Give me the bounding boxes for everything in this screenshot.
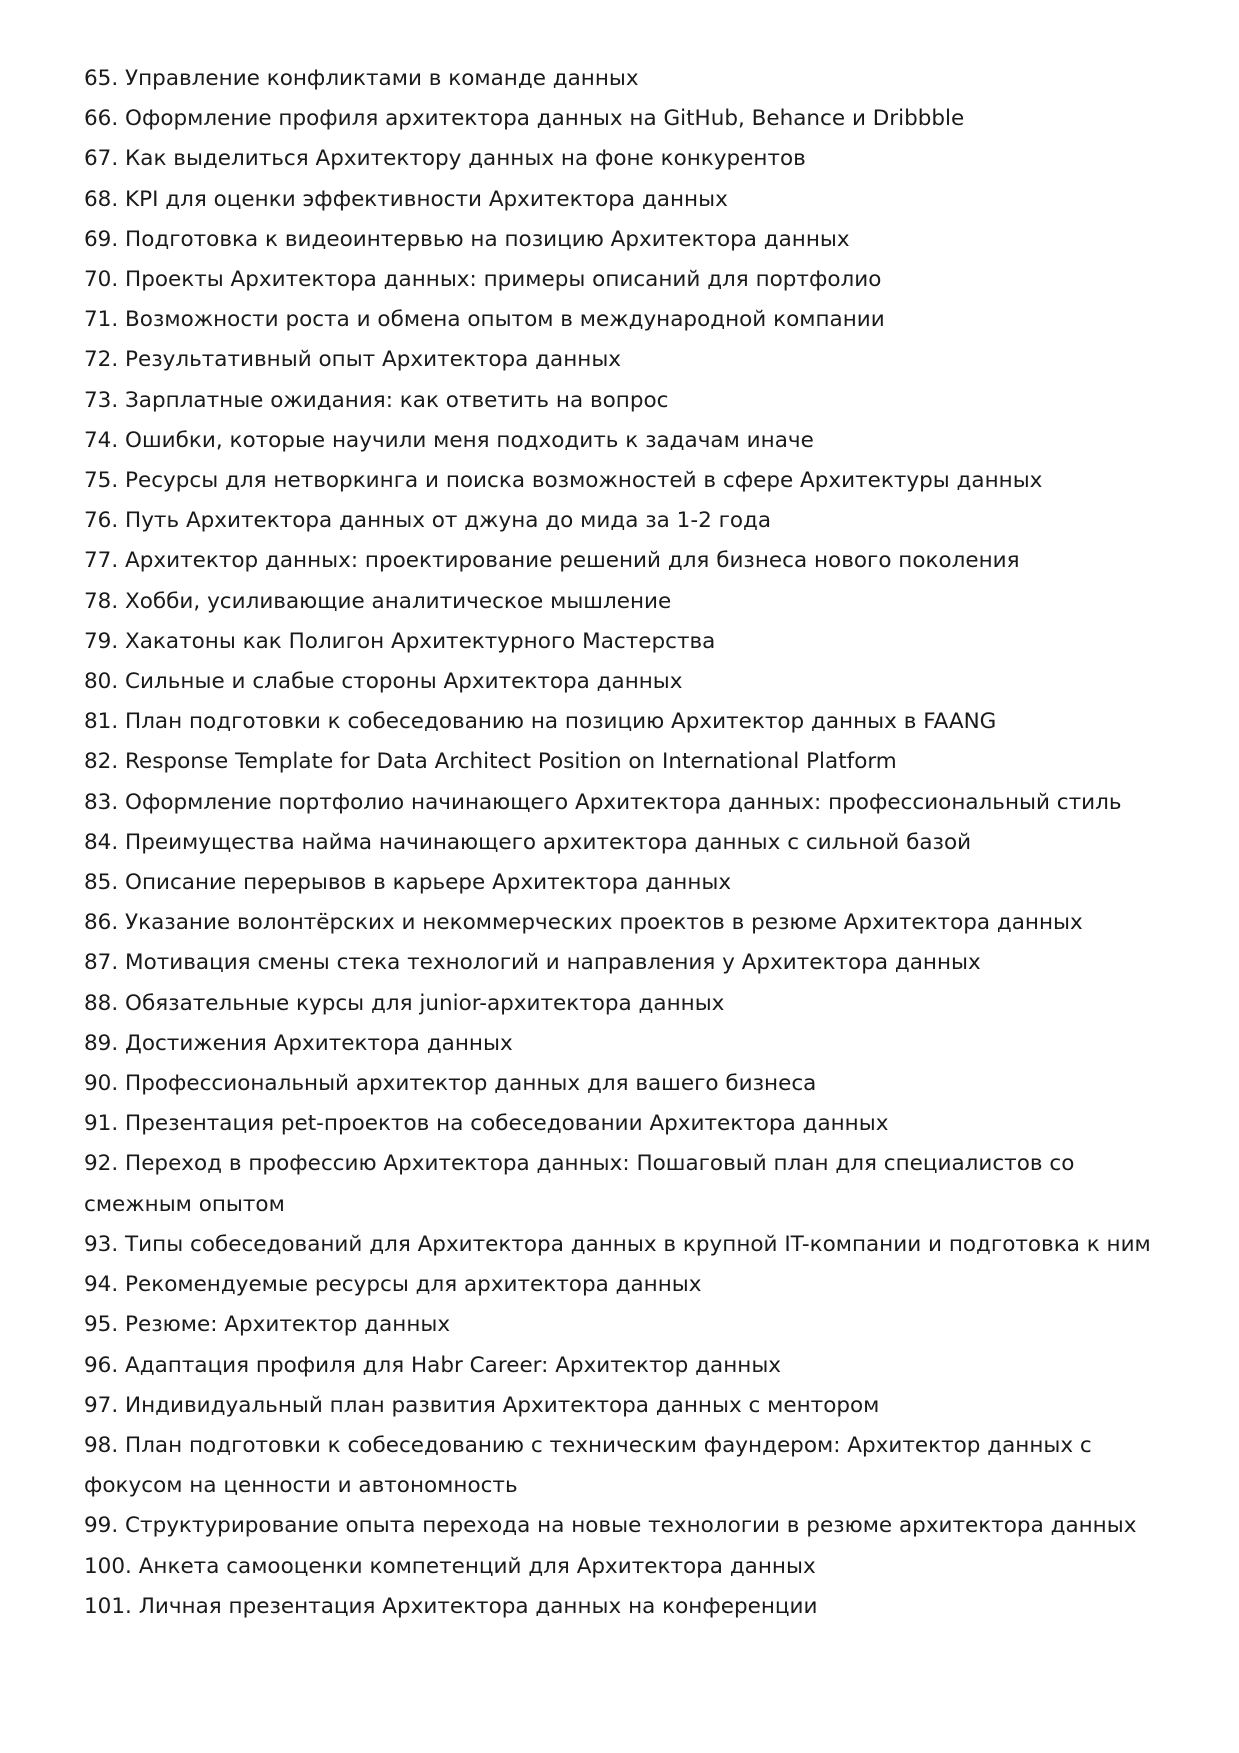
- list-item: 98. План подготовки к собеседованию с техническим фаундером: Архитектор данных с фокусом на ценности и автономность: [84, 1432, 1092, 1499]
- list-item: 80. Сильные и слабые стороны Архитектора данных: [84, 669, 683, 695]
- list-item: 76. Путь Архитектора данных от джуна до мида за 1-2 года: [84, 508, 772, 534]
- list-item: 78. Хобби, усиливающие аналитическое мышление: [84, 588, 672, 614]
- list-item: 100. Анкета самооценки компетенций для Архитектора данных: [84, 1553, 816, 1579]
- list-item: 94. Рекомендуемые ресурсы для архитектора данных: [84, 1272, 702, 1298]
- list-item: 91. Презентация pet-проектов на собеседовании Архитектора данных: [84, 1111, 889, 1137]
- list-item: 69. Подготовка к видеоинтервью на позицию Архитектора данных: [84, 226, 850, 252]
- list-item: 99. Структурирование опыта перехода на новые технологии в резюме архитектора данных: [84, 1513, 1137, 1539]
- list-item: 82. Response Template for Data Architect Position on International Platform: [84, 749, 897, 775]
- list-item: 92. Переход в профессию Архитектора данных: Пошаговый план для специалистов со смежным опытом: [84, 1151, 1075, 1217]
- list-item: 83. Оформление портфолио начинающего Архитектора данных: профессиональный стиль: [84, 789, 1122, 815]
- list-item: 86. Указание волонтёрских и некоммерческих проектов в резюме Архитектора данных: [84, 910, 1083, 936]
- list-item: 75. Ресурсы для нетворкинга и поиска возможностей в сфере Архитектуры данных: [84, 468, 1043, 494]
- list-item: 77. Архитектор данных: проектирование решений для бизнеса нового поколения: [84, 548, 1020, 574]
- list-item: 67. Как выделиться Архитектору данных на фоне конкурентов: [84, 146, 806, 172]
- list-item: 84. Преимущества найма начинающего архитектора данных с сильной базой: [84, 829, 972, 855]
- list-item: 90. Профессиональный архитектор данных для вашего бизнеса: [84, 1071, 817, 1097]
- list-item: 74. Ошибки, которые научили меня подходить к задачам иначе: [84, 427, 814, 453]
- list-item: 65. Управление конфликтами в команде данных: [84, 66, 639, 91]
- list-item: 101. Личная презентация Архитектора данных на конференции: [84, 1593, 818, 1619]
- list-item: 95. Резюме: Архитектор данных: [84, 1312, 451, 1338]
- list-item: 87. Мотивация смены стека технологий и направления у Архитектора данных: [84, 950, 981, 976]
- list-item: 85. Описание перерывов в карьере Архитектора данных: [84, 870, 732, 896]
- topic-list: [84, 59, 1164, 1627]
- list-item: 96. Адаптация профиля для Habr Career: Архитектор данных: [84, 1352, 782, 1378]
- list-item: 79. Хакатоны как Полигон Архитектурного Мастерства: [84, 628, 716, 654]
- list-item: 68. KPI для оценки эффективности Архитектора данных: [84, 186, 728, 212]
- list-item: 66. Оформление профиля архитектора данных на GitHub, Behance и Dribbble: [84, 106, 965, 132]
- list-item: 81. План подготовки к собеседованию на позицию Архитектор данных в FAANG: [84, 709, 997, 735]
- list-item: 89. Достижения Архитектора данных: [84, 1030, 513, 1056]
- list-item: 93. Типы собеседований для Архитектора данных в крупной IT-компании и подготовка к ним: [84, 1231, 1151, 1257]
- list-item: 97. Индивидуальный план развития Архитектора данных с ментором: [84, 1392, 880, 1418]
- list-item: 72. Результативный опыт Архитектора данных: [84, 347, 622, 373]
- list-item: 73. Зарплатные ожидания: как ответить на вопрос: [84, 387, 669, 413]
- list-item: 88. Обязательные курсы для junior-архитектора данных: [84, 990, 725, 1016]
- list-item: 70. Проекты Архитектора данных: примеры описаний для портфолио: [84, 267, 882, 293]
- list-item: 71. Возможности роста и обмена опытом в международной компании: [84, 307, 885, 333]
- document-page: [84, 59, 1164, 1627]
